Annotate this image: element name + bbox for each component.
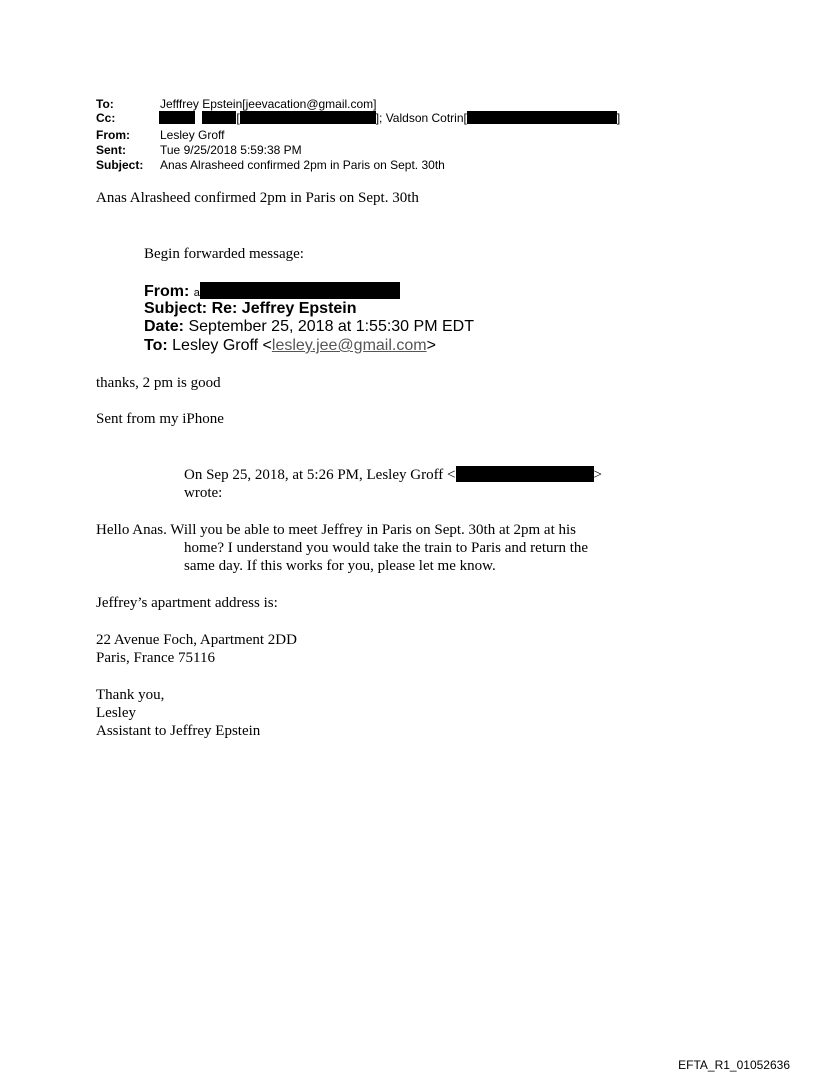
closing-title: Assistant to Jeffrey Epstein <box>96 723 261 739</box>
message-line-2: home? I understand you would take the train to Paris and return the <box>184 540 589 556</box>
sent-label: Sent: <box>96 143 126 157</box>
email-link[interactable]: lesley.jee@gmail.com <box>271 337 427 354</box>
message-line-3: same day. If this works for you, please let me know. <box>184 558 496 574</box>
forwarded-from-row <box>144 282 400 302</box>
forwarded-date-value: September 25, 2018 at 1:55:30 PM EDT <box>188 318 474 335</box>
forwarded-to-close: > <box>426 337 436 354</box>
cc-bracket-open: [ <box>236 111 240 125</box>
quote-header-line-2: wrote: <box>184 485 223 501</box>
forwarded-date-label: Date: <box>144 318 185 335</box>
forwarded-from-label: From: <box>144 283 190 300</box>
subject-label: Subject: <box>96 158 144 172</box>
redaction-block <box>456 466 594 482</box>
forwarded-subject-label: Subject: <box>144 300 208 317</box>
forwarded-to-row <box>144 337 436 355</box>
sent-value: Tue 9/25/2018 5:59:38 PM <box>160 143 302 157</box>
message-line-1: Hello Anas. Will you be able to meet Jeffrey in Paris on Sept. 30th at 2pm at his <box>96 522 577 538</box>
reply-text: thanks, 2 pm is good <box>96 375 221 391</box>
closing-text: Thank you, <box>96 687 165 703</box>
forwarded-to-name: Lesley Groff < <box>172 337 272 354</box>
from-label: From: <box>96 128 130 142</box>
forwarded-to-label: To: <box>144 337 168 354</box>
cc-label: Cc: <box>96 111 116 125</box>
quote-header-text: On Sep 25, 2018, at 5:26 PM, Lesley Groff < <box>184 467 456 483</box>
to-label: To: <box>96 97 114 111</box>
cc-bracket-close: ] <box>616 111 621 125</box>
address-intro: Jeffrey’s apartment address is: <box>96 595 278 611</box>
from-value: Lesley Groff <box>160 128 225 142</box>
subject-value: Anas Alrasheed confirmed 2pm in Paris on Sept. 30th <box>160 158 445 172</box>
cc-value <box>160 111 620 125</box>
closing-name: Lesley <box>96 705 136 721</box>
address-line-1: 22 Avenue Foch, Apartment 2DD <box>96 632 297 648</box>
address-line-2: Paris, France 75116 <box>96 650 216 666</box>
quote-header-close: > <box>593 467 602 483</box>
forwarded-from-value: a <box>193 287 200 299</box>
forwarded-subject-value: Re: Jeffrey Epstein <box>211 300 357 317</box>
redaction-block <box>240 111 376 124</box>
forwarded-date-row <box>144 318 474 336</box>
quote-header-line-1 <box>184 466 602 484</box>
cc-valdson: ]; Valdson Cotrin[ <box>375 111 467 125</box>
begin-forwarded-text: Begin forwarded message: <box>144 246 304 262</box>
to-value: Jefffrey Epstein[jeevacation@gmail.com] <box>160 97 377 111</box>
intro-text: Anas Alrasheed confirmed 2pm in Paris on Sept. 30th <box>96 190 419 206</box>
redaction-block <box>202 111 236 124</box>
forwarded-subject-row <box>144 300 357 318</box>
document-id: EFTA_R1_01052636 <box>678 1058 790 1072</box>
redaction-block <box>159 111 195 124</box>
redaction-block <box>200 282 400 299</box>
signature-text: Sent from my iPhone <box>96 411 224 427</box>
redaction-block <box>467 111 617 124</box>
